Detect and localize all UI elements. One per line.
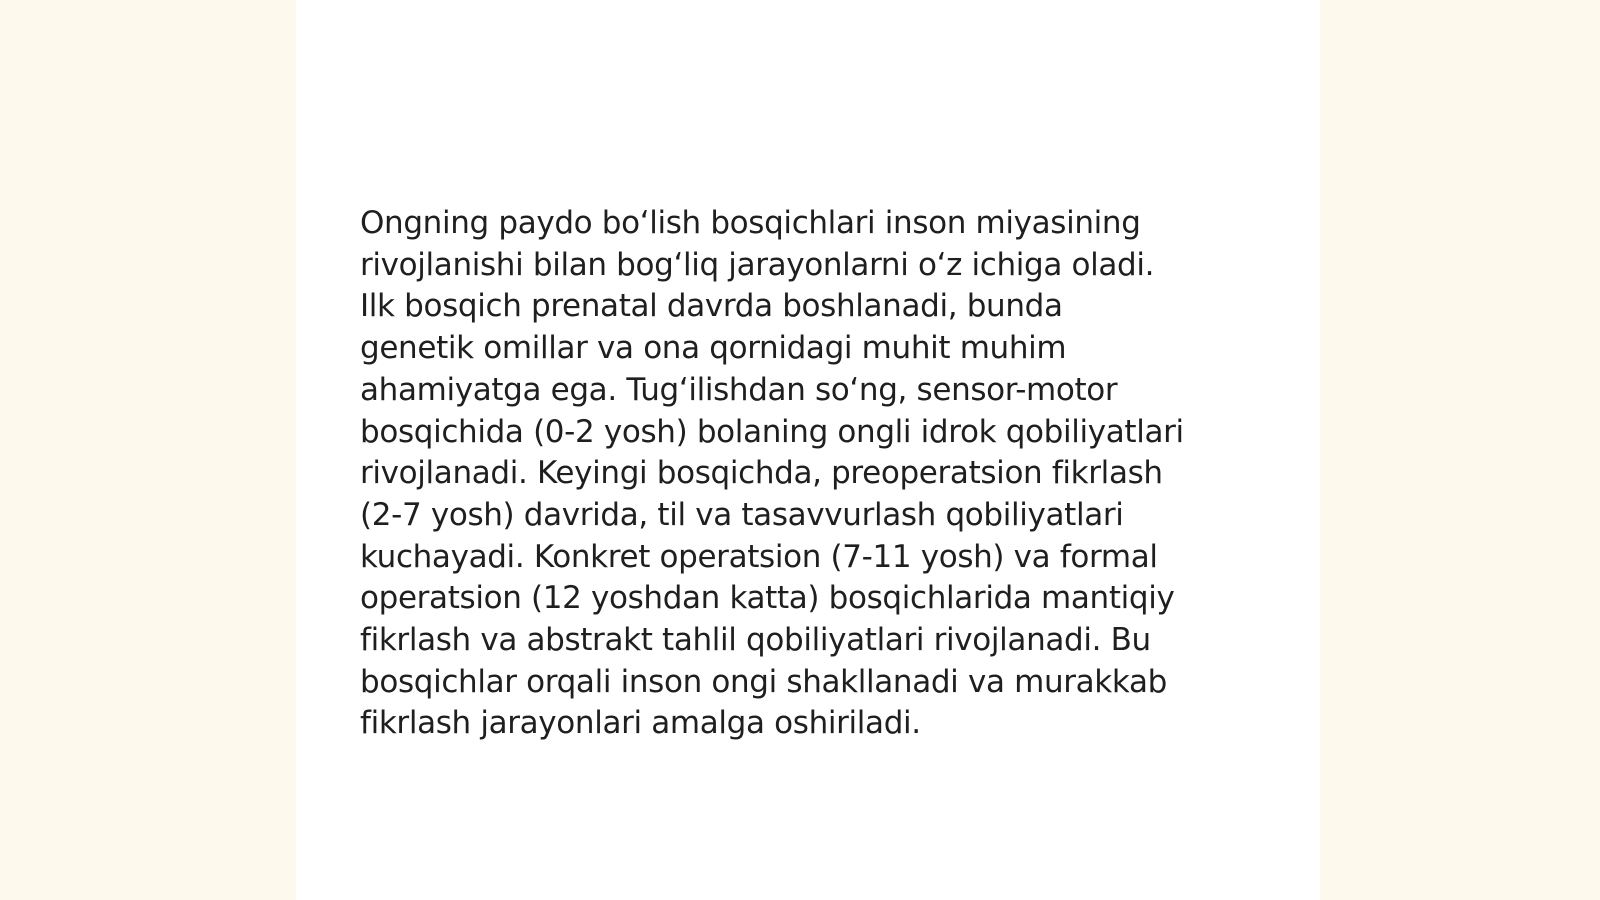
slide-body-text: Ongning paydo boʻlish bosqichlari inson miyasining rivojlanishi bilan bogʻliq jarayonlarni oʻz ichiga oladi. Ilk bosqich prenatal davrda boshlanadi, bunda genetik omillar va ona qornidagi muhit muhim ahamiyatga ega. Tugʻilishdan soʻng, sensor-motor bosqichida (0-2 yosh) bolaning ongli idrok qobiliyatlari rivojlanadi. Keyingi bosqichda, preoperatsion fikrlash (2-7 yosh) davrida, til va tasavvurlash qobiliyatlari kuchayadi. Konkret operatsion (7-11 yosh) va formal operatsion (12 yoshdan katta) bosqichlarida mantiqiy fikrlash va abstrakt tahlil qobiliyatlari rivojlanadi. Bu bosqichlar orqali inson ongi shakllanadi va murakkab fikrlash jarayonlari amalga oshiriladi. xyxy=(360,205,1184,742)
slide xyxy=(296,0,1320,900)
